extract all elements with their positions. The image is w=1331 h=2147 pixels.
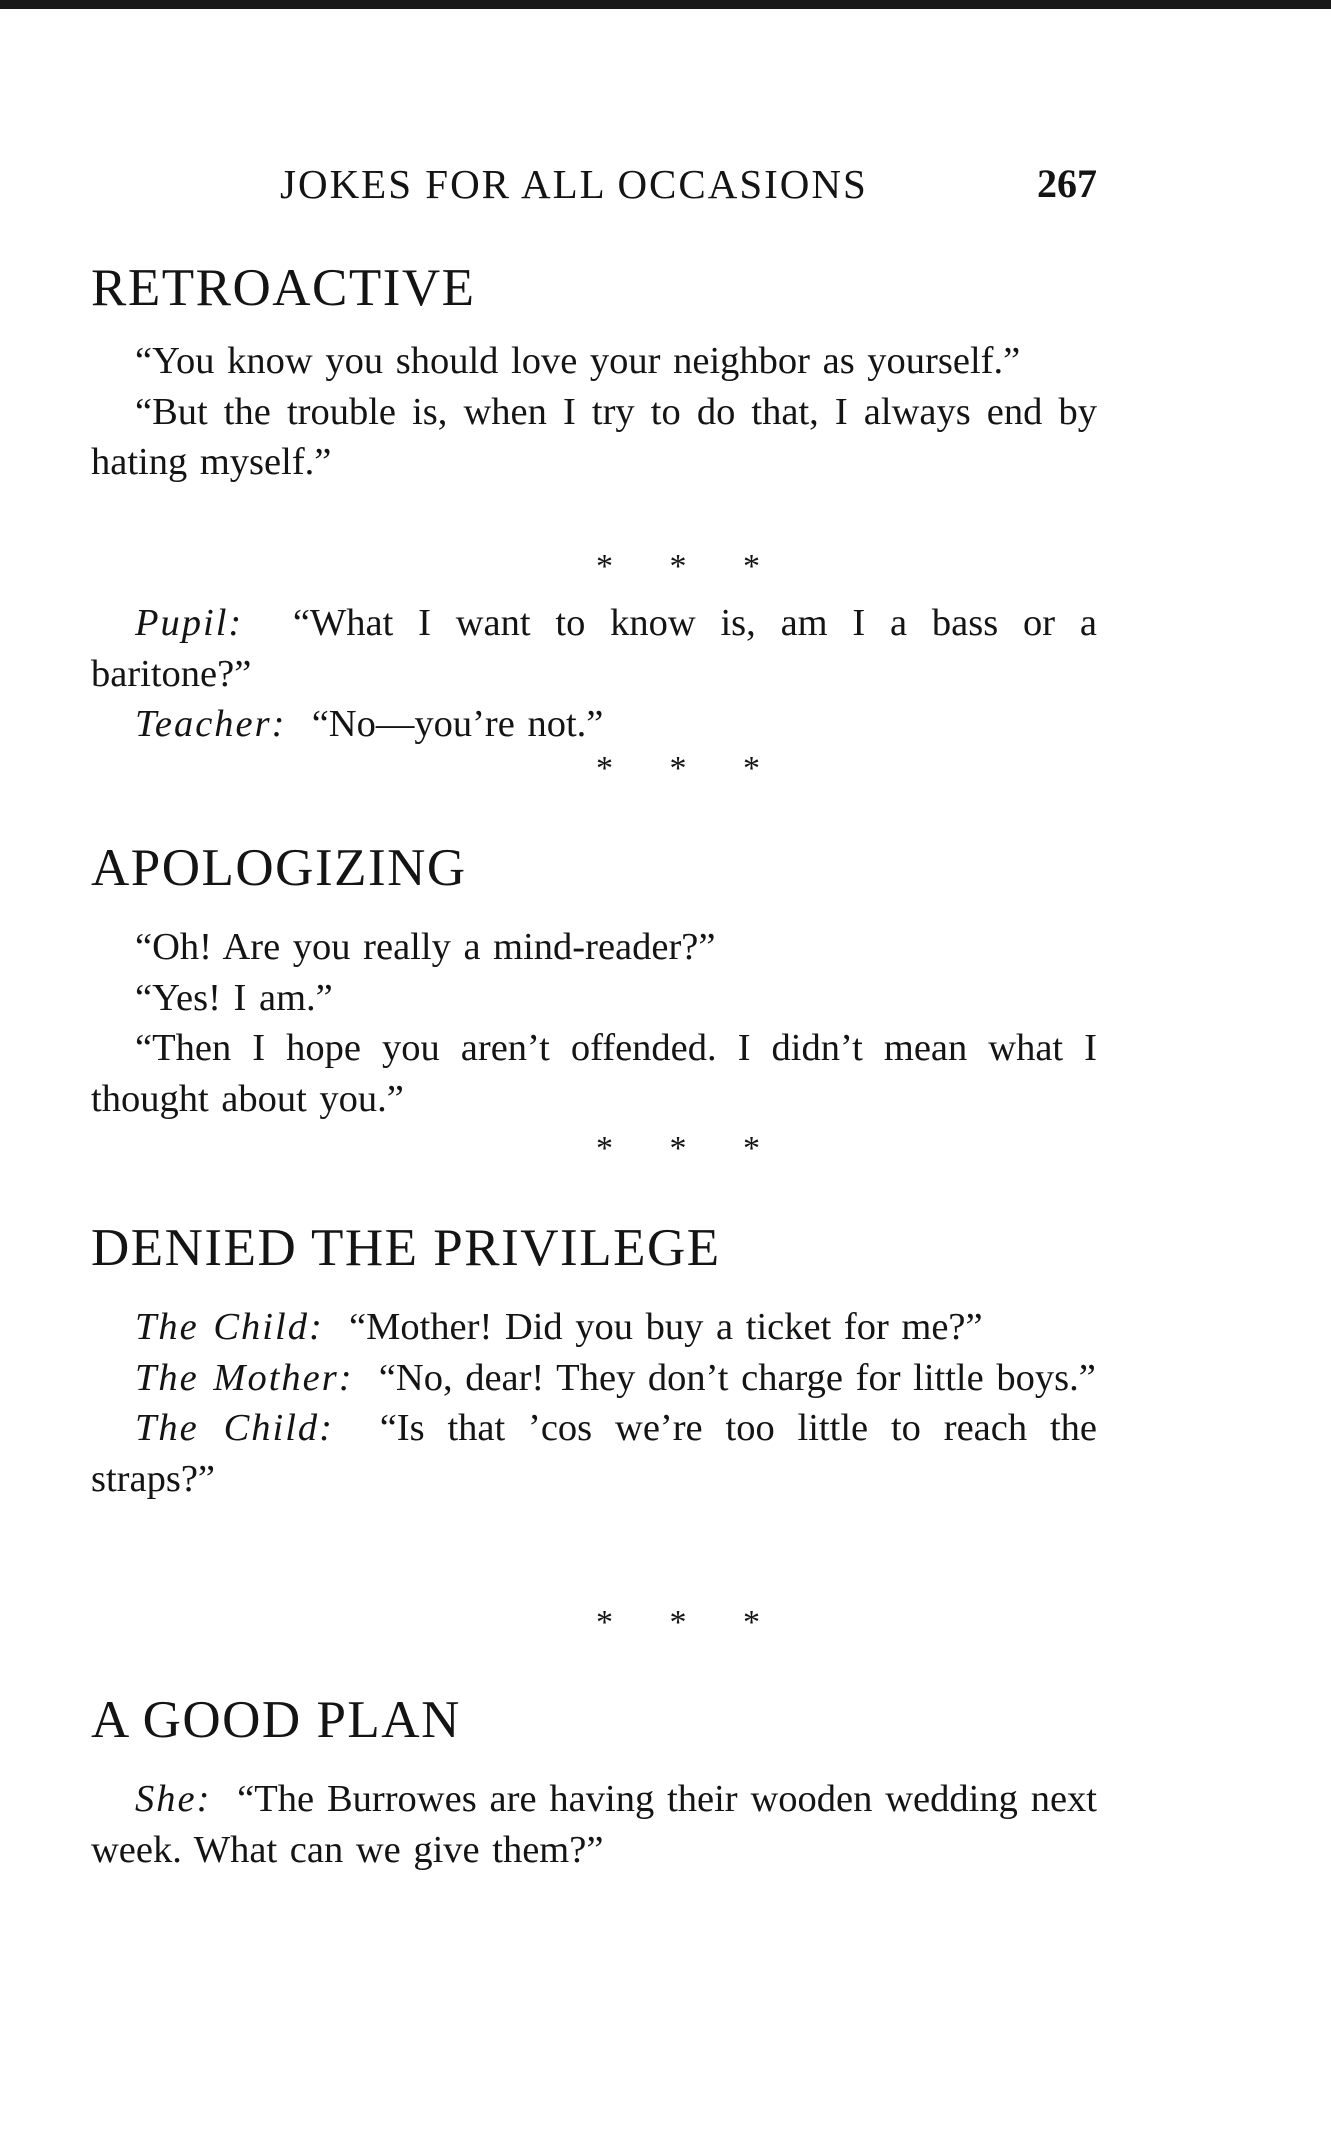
running-head-title: JOKES FOR ALL OCCASIONS [280,161,868,207]
dialogue-text: “Is that ’cos we’re too little to reach the straps?” [91,1407,1097,1500]
joke-paragraph [91,1403,1097,1504]
joke-bass-baritone [91,598,1097,750]
dialogue-text: “What I want to know is, am I a bass or a baritone?” [91,602,1097,695]
speaker-label: The Child: [135,1306,324,1348]
speaker-label: The Mother: [135,1356,354,1399]
dialogue-text: “No, dear! They don’t charge for little boys.” [378,1356,1096,1399]
joke-paragraph [91,1774,1097,1875]
dialogue-text: “The Burrowes are having their wooden wedding next week. What can we give them?” [91,1778,1097,1871]
speaker-label: Teacher: [135,703,287,745]
joke-denied-the-privilege [91,1218,1097,1504]
joke-paragraph: “You know you should love your neighbor as yourself.” [135,340,1021,382]
joke-paragraph: “Oh! Are you really a mind-reader?” [135,926,716,968]
section-heading: APOLOGIZING [91,839,467,897]
joke-paragraph [91,699,1097,750]
joke-paragraph: “But the trouble is, when I try to do that, I always end by hating myself.” [91,390,1097,483]
joke-a-good-plan [91,1690,1097,1875]
joke-apologizing [91,838,1097,1124]
joke-paragraph [91,1302,1097,1353]
joke-paragraph: “Then I hope you aren’t offended. I didn’t mean what I thought about you.” [91,1027,1097,1120]
section-separator: * * * [596,1604,760,1641]
section-separator: * * * [596,750,760,787]
dialogue-text: “Mother! Did you buy a ticket for me?” [349,1306,983,1348]
speaker-label: The Child: [135,1407,334,1449]
joke-paragraph [91,598,1097,699]
page-number: 267 [1037,161,1097,206]
section-heading: RETROACTIVE [91,259,476,317]
section-heading: A GOOD PLAN [91,1691,461,1749]
top-border-rule [0,0,1331,9]
section-heading: DENIED THE PRIVILEGE [91,1219,721,1277]
speaker-label: Pupil: [135,602,244,644]
section-separator: * * * [596,1130,760,1167]
dialogue-text: “No—you’re not.” [311,703,604,745]
joke-paragraph: “Yes! I am.” [135,976,333,1019]
section-separator: * * * [596,548,760,585]
joke-paragraph [91,1353,1097,1404]
joke-retroactive [91,258,1097,488]
speaker-label: She: [135,1778,212,1820]
